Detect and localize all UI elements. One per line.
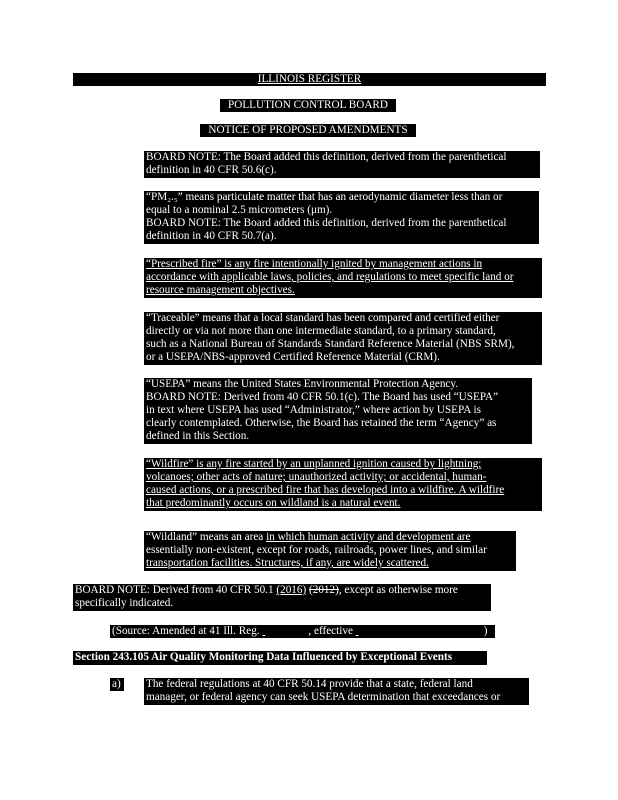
text-line: BOARD NOTE: The Board added this definition, derived from the parenthetical [146, 151, 507, 163]
item-label: a) [112, 678, 121, 690]
text-line: caused actions, or a prescribed fire that has developed into a wildfire. A wildfire [146, 484, 505, 496]
text-line: defined in this Section. [146, 430, 250, 442]
text-line: The federal regulations at 40 CFR 50.14 provide that a state, federal land [146, 678, 473, 690]
register-header [73, 73, 546, 86]
deleted-year: (2012) [309, 584, 339, 596]
text-line [112, 625, 493, 638]
text-line: “Wildfire” is any fire started by an unplanned ignition caused by lightning; [146, 458, 482, 470]
section-heading [73, 651, 487, 665]
wildland-definition [144, 531, 516, 571]
board-note-text-end: , except as otherwise more [338, 584, 458, 596]
source-middle: , effective [308, 625, 356, 637]
pm25-definition [144, 191, 539, 244]
section-title: Section 243.105 Air Quality Monitoring Data Influenced by Exceptional Events [75, 651, 453, 663]
text-line: equal to a nominal 2.5 micrometers (μm). [146, 204, 333, 216]
traceable-definition [144, 312, 542, 365]
register-blank [262, 625, 308, 638]
board-note-derived [73, 584, 491, 611]
text-line: clearly contemplated. Otherwise, the Board has retained the term “Agency” as [146, 417, 497, 429]
board-note-text: BOARD NOTE: Derived from 40 CFR 50.1 [75, 584, 277, 596]
notice-title: NOTICE OF PROPOSED AMENDMENTS [208, 124, 408, 136]
source-line [110, 625, 495, 638]
wildfire-definition [144, 458, 542, 511]
board-header [220, 99, 396, 112]
text-line: definition in 40 CFR 50.7(a). [146, 230, 277, 242]
register-title: ILLINOIS REGISTER [257, 73, 362, 85]
text-line: “Prescribed fire” is any fire intentionally ignited by management actions in [146, 258, 483, 270]
prescribed-fire-definition [144, 258, 542, 298]
text-line: in text where USEPA has used “Administrator,” where action by USEPA is [146, 404, 481, 416]
text-line: accordance with applicable laws, policies, and regulations to meet specific land or [146, 271, 514, 283]
text-line: that predominantly occurs on wildland is a natural event. [146, 497, 401, 509]
text-line [75, 584, 489, 597]
text-line: or a USEPA/NBS-approved Certified Reference Material (CRM). [146, 351, 440, 363]
text-line: such as a National Bureau of Standards Standard Reference Material (NBS SRM), [146, 338, 515, 350]
text-line: manager, or federal agency can seek USEPA determination that exceedances or [146, 691, 501, 703]
source-suffix: ) [483, 625, 488, 637]
board-note-paragraph [144, 151, 540, 178]
text-line: “PM₂.₅” means particulate matter that has an aerodynamic diameter less than or [146, 191, 503, 203]
effective-date-blank [356, 625, 484, 638]
text-line: “Traceable” means that a local standard has been compared and certified either [146, 312, 500, 324]
text-line [146, 531, 514, 544]
text-line: specifically indicated. [75, 597, 174, 609]
text-line: essentially non-existent, except for roads, railroads, power lines, and similar [146, 544, 487, 556]
item-a-label [110, 678, 124, 691]
text-line: BOARD NOTE: Derived from 40 CFR 50.1(c). The Board has used “USEPA” [146, 391, 499, 403]
text-line: resource management objectives. [146, 284, 295, 296]
wildland-plain-text: “Wildland” means an area [146, 531, 267, 543]
item-a-text [144, 678, 529, 705]
text-line: “USEPA” means the United States Environmental Protection Agency. [146, 378, 459, 390]
text-line: definition in 40 CFR 50.6(c). [146, 164, 277, 176]
board-title: POLLUTION CONTROL BOARD [228, 99, 388, 111]
usepa-definition [144, 378, 532, 444]
text-line: volcanoes; other acts of nature; unauthorized activity; or accidental, human- [146, 471, 487, 483]
source-prefix: (Source: Amended at 41 Ill. Reg. [112, 625, 263, 637]
wildland-added-text: in which human activity and development are [266, 531, 471, 543]
text-line: BOARD NOTE: The Board added this definition, derived from the parenthetical [146, 217, 507, 229]
added-year: (2016) [276, 584, 307, 596]
text-line: directly or via not more than one intermediate standard, to a primary standard, [146, 325, 496, 337]
text-line: transportation facilities. Structures, if any, are widely scattered. [146, 557, 429, 569]
notice-header [200, 124, 416, 137]
